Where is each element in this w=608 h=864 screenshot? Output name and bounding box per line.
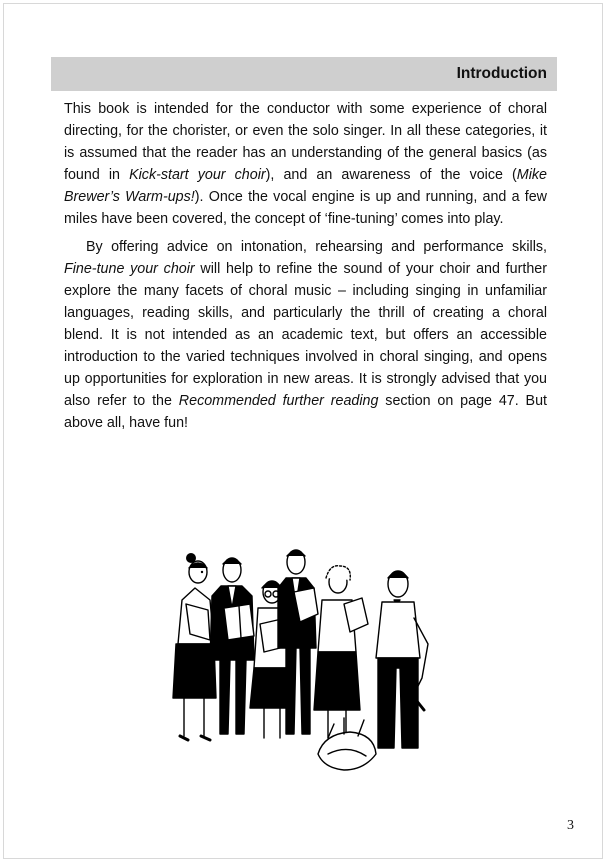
paragraph-1-text-c: ). Once the vocal engine is up and running, and a few miles have been covered, the concept of ‘fine-tuning’ comes into play. xyxy=(64,189,547,227)
book-title-kick-start: Kick-start your choir xyxy=(129,167,266,183)
section-title: Introduction xyxy=(456,65,547,82)
singer-man-3 xyxy=(376,571,428,748)
paragraph-1-text-a: This book is intended for the conductor with some experience of choral directing, for the chorister, or even the solo singer. In all these categories, it is assumed that the reader has an understanding of the general basics (as found in xyxy=(64,101,547,183)
singer-man-1 xyxy=(210,558,254,734)
paragraph-1 xyxy=(64,98,547,230)
singer-woman-1 xyxy=(173,553,216,740)
singer-woman-3 xyxy=(314,566,368,738)
paragraph-1-text-b: ), and an awareness of the voice ( xyxy=(265,167,517,183)
page-number: 3 xyxy=(567,818,574,833)
book-title-warm-ups: Mike Brewer’s Warm-ups! xyxy=(64,167,547,205)
paragraph-2-text-c: section on page 47. But above all, have fun! xyxy=(64,393,548,431)
body-text xyxy=(64,98,547,440)
book-title-fine-tune: Fine-tune your choir xyxy=(64,261,195,277)
choir-illustration xyxy=(168,548,444,776)
section-reference-further-reading: Recommended further reading xyxy=(178,393,379,409)
section-header-bar xyxy=(51,57,557,91)
paragraph-2-text-a: By offering advice on intonation, rehearsing and performance skills, xyxy=(86,239,547,255)
paragraph-2-text-b: will help to refine the sound of your choir and further explore the many facets of choral music – including singing in unfamiliar languages, reading skills, and particularly the thrill of creating a choral blend. It is not intended as an academic text, but offers an accessible introduction to the varied techniques involved in choral singing, and opens up opportunities for exploration in new areas. It is strongly advised that you also refer to the xyxy=(64,261,547,409)
paragraph-2 xyxy=(64,236,547,434)
